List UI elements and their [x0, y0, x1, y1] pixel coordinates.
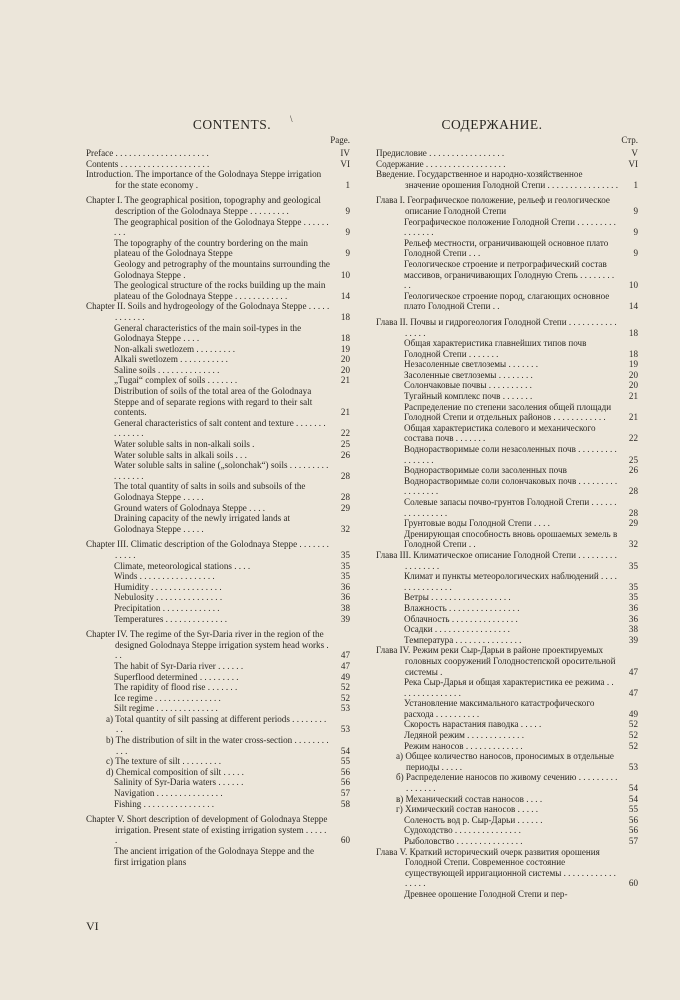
- toc-entry: [86, 238, 350, 259]
- toc-entry: [86, 561, 350, 572]
- toc-entry-title: The geological structure of the rocks building up the main plateau of the Golodnaya Steppe . . . . . . . . . . . .: [114, 280, 326, 301]
- toc-entry-title: Воднорастворимые соли засоленных почв: [404, 465, 567, 476]
- toc-entry: [86, 539, 350, 560]
- toc-entry-page: 35: [340, 560, 350, 571]
- toc-entry-title: a) Total quantity of silt passing at different periods . . . . . . . . . .: [106, 713, 327, 735]
- toc-entry-title: Chapter II. Soils and hydrogeology of the Golodnaya Steppe . . . . . . . . . . . .: [86, 301, 330, 322]
- toc-entry-title: Режим наносов . . . . . . . . . . . . .: [404, 740, 523, 751]
- toc-entry: [376, 370, 638, 381]
- toc-entry: [86, 148, 350, 159]
- toc-entry-page: 60: [628, 878, 638, 889]
- toc-entry-title: Chapter III. Climatic description of the Golodnaya Steppe . . . . . . . . . . . .: [86, 539, 329, 560]
- toc-entry-title: Тугайный комплекс почв . . . . . . .: [404, 391, 533, 402]
- toc-entry-page: 21: [628, 412, 638, 423]
- toc-entry-title: Общая характеристика солевого и механического состава почв . . . . . . .: [404, 422, 596, 444]
- toc-entry: [376, 645, 638, 677]
- toc-entry: [86, 603, 350, 614]
- toc-entry-page: 20: [628, 380, 638, 391]
- toc-entry-page: 29: [340, 502, 350, 513]
- russian-entries: [376, 148, 638, 900]
- toc-entry-page: 52: [628, 719, 638, 730]
- toc-entry-page: 39: [340, 613, 350, 624]
- toc-entry-page: 18: [628, 327, 638, 338]
- toc-entry-title: Судоходство . . . . . . . . . . . . . . .: [404, 825, 521, 836]
- toc-entry: [86, 767, 350, 778]
- toc-entry-title: Temperatures . . . . . . . . . . . . . .: [114, 613, 228, 624]
- toc-entry: [376, 169, 638, 190]
- toc-entry: [86, 614, 350, 625]
- toc-entry-title: Water soluble salts in saline („solonchak“) soils . . . . . . . . . . . . . . . .: [114, 460, 329, 481]
- toc-entry-page: 55: [340, 756, 350, 767]
- toc-entry-title: Общая характеристика главнейших типов почв Голодной Степи . . . . . . .: [404, 338, 587, 359]
- toc-entry-page: 22: [628, 433, 638, 444]
- toc-entry: [376, 624, 638, 635]
- toc-entry: [376, 847, 638, 889]
- toc-entry-page: 57: [628, 836, 638, 846]
- toc-entry-page: 53: [340, 724, 350, 735]
- toc-entry-title: а) Общее количество наносов, проносимых в отдельные периоды . . . . .: [396, 751, 614, 772]
- toc-entry-page: VI: [628, 158, 638, 169]
- toc-entry-page: 28: [340, 470, 350, 481]
- toc-entry-title: b) The distribution of silt in the water cross-section . . . . . . . . . . .: [106, 735, 329, 756]
- toc-entry-title: The topography of the country bordering on the main plateau of the Golodnaya Steppe: [114, 237, 308, 259]
- toc-entry-page: 53: [628, 761, 638, 772]
- toc-entry-page: 28: [628, 507, 638, 518]
- toc-entry-title: Fishing . . . . . . . . . . . . . . . .: [114, 798, 215, 809]
- toc-entry: [376, 529, 638, 550]
- toc-entry: [376, 730, 638, 741]
- toc-entry-page: 9: [633, 248, 638, 259]
- toc-entry-title: Климат и пункты метеорологических наблюдений . . . . . . . . . . . . . . .: [404, 571, 617, 592]
- toc-entry-page: 38: [628, 624, 638, 635]
- toc-entry-page: 19: [340, 343, 350, 354]
- toc-entry-title: Осадки . . . . . . . . . . . . . . . . .: [404, 624, 510, 635]
- toc-entry-page: 9: [345, 227, 350, 238]
- toc-entry: [376, 815, 638, 826]
- toc-entry-title: c) The texture of silt . . . . . . . . .: [106, 756, 221, 767]
- toc-entry-title: б) Распределение наносов по живому сечению . . . . . . . . . . . . . . . .: [396, 772, 618, 794]
- toc-entry-page: 56: [340, 766, 350, 777]
- toc-entry: [86, 846, 350, 867]
- toc-entry-page: 53: [340, 703, 350, 714]
- toc-entry-page: 14: [628, 301, 638, 312]
- toc-entry: [86, 481, 350, 502]
- toc-entry-title: Температура . . . . . . . . . . . . . . .: [404, 634, 522, 645]
- toc-entry: [376, 159, 638, 170]
- toc-entry-title: Влажность . . . . . . . . . . . . . . . .: [404, 602, 520, 613]
- toc-entry-page: 26: [340, 449, 350, 460]
- toc-entry-page: V: [631, 148, 638, 158]
- toc-entry: [86, 375, 350, 386]
- toc-entry-title: Navigation . . . . . . . . . . . . . . .: [114, 788, 223, 799]
- toc-entry-title: Геологическое строение пород, слагающих основное плато Голодной Степи . .: [404, 290, 610, 312]
- toc-entry: [86, 693, 350, 704]
- toc-entry-title: Предисловие . . . . . . . . . . . . . . . . .: [376, 148, 505, 158]
- toc-entry-title: Глава III. Климатическое описание Голодной Степи . . . . . . . . . . . . . . . . .: [376, 549, 617, 571]
- toc-entry: [86, 217, 350, 238]
- toc-entry-title: Глава II. Почвы и гидрогеология Голодной Степи . . . . . . . . . . . . . . . .: [376, 316, 617, 338]
- toc-entry-page: 35: [628, 592, 638, 603]
- page-column-header: Page.: [330, 135, 350, 145]
- toc-entry-page: 20: [340, 354, 350, 365]
- toc-entry-title: Река Сыр-Дарья и общая характеристика ее режима . . . . . . . . . . . . . . .: [404, 677, 614, 698]
- toc-entry-title: Water soluble salts in alkali soils . . .: [114, 449, 247, 460]
- toc-entry-page: 21: [628, 391, 638, 402]
- toc-entry: [86, 799, 350, 810]
- toc-entry: [86, 460, 350, 481]
- toc-entry-title: Precipitation . . . . . . . . . . . . .: [114, 602, 220, 613]
- toc-entry: [86, 703, 350, 714]
- toc-entry-title: Ground waters of Golodnaya Steppe . . . .: [114, 502, 266, 513]
- toc-entry-title: Water soluble salts in non-alkali soils .: [114, 439, 255, 450]
- toc-entry-title: Географическое положение Голодной Степи . . . . . . . . . . . . . . . .: [404, 216, 616, 238]
- toc-entry-page: 14: [340, 290, 350, 301]
- ink-mark: \: [290, 114, 293, 124]
- toc-entry-title: Ледяной режим . . . . . . . . . . . . .: [404, 730, 524, 741]
- toc-entry-title: Geology and petrography of the mountains surrounding the Golodnaya Steppe .: [114, 258, 330, 280]
- toc-entry-title: The geographical position of the Golodnaya Steppe . . . . . . . . .: [114, 216, 329, 238]
- toc-entry-title: Установление максимального катастрофического расхода . . . . . . . . . .: [404, 698, 595, 719]
- toc-entry: [376, 423, 638, 444]
- contents-title: CONTENTS.: [192, 117, 272, 132]
- toc-entry-page: 49: [340, 671, 350, 682]
- toc-entry: [376, 836, 638, 847]
- toc-entry-title: Глава I. Географическое положение, рельеф и геологическое описание Голодной Степи: [376, 195, 610, 216]
- toc-entry: [86, 365, 350, 376]
- toc-entry-title: Грунтовые воды Голодной Степи . . . .: [404, 518, 550, 529]
- toc-entry-title: Глава IV. Режим реки Сыр-Дарьи в районе проектируемых головных сооружений Голодностепской оросительной системы .: [376, 645, 616, 677]
- toc-entry-page: 56: [340, 777, 350, 788]
- toc-entry-title: Introduction. The importance of the Golodnaya Steppe irrigation for the state economy .: [86, 169, 322, 190]
- toc-entry-page: 19: [628, 359, 638, 370]
- toc-entry-page: 38: [340, 602, 350, 613]
- toc-entry: [376, 677, 638, 698]
- toc-entry-page: 54: [340, 745, 350, 756]
- toc-entry-page: 9: [345, 248, 350, 259]
- toc-entry: [86, 777, 350, 788]
- toc-entry-page: 21: [340, 407, 350, 418]
- toc-entry-page: 18: [628, 348, 638, 359]
- toc-entry-page: 9: [345, 205, 350, 216]
- toc-entry-page: 22: [340, 428, 350, 439]
- toc-entry-page: 47: [340, 650, 350, 661]
- toc-entry-page: 25: [340, 439, 350, 450]
- toc-entry-title: Глава V. Краткий исторический очерк развития орошения Голодной Степи. Современное состояние существующей ирригационной системы . . . . . . . . . . . . . . . . .: [376, 846, 616, 889]
- toc-entry-title: Солевые запасы почво-грунтов Голодной Степи . . . . . . . . . . . . . . . .: [404, 497, 617, 518]
- toc-entry-page: 55: [628, 804, 638, 815]
- toc-entry-page: 47: [628, 687, 638, 698]
- toc-entry: [376, 380, 638, 391]
- toc-entry: [86, 386, 350, 418]
- toc-entry-page: 10: [628, 280, 638, 291]
- toc-entry-title: Contents . . . . . . . . . . . . . . . . . . . .: [86, 158, 210, 169]
- toc-entry: [86, 169, 350, 190]
- toc-entry-page: 36: [628, 613, 638, 624]
- toc-entry: [376, 391, 638, 402]
- toc-entry-title: Chapter V. Short description of development of Golodnaya Steppe irrigation. Present state of existing irrigation system . . . . . .: [86, 814, 328, 846]
- toc-entry: [376, 614, 638, 625]
- toc-entry-page: 1: [633, 179, 638, 190]
- toc-entry-title: Salinity of Syr-Daria waters . . . . . .: [114, 777, 244, 788]
- toc-entry-page: 18: [340, 333, 350, 344]
- toc-entry-title: Дренирующая способность вновь орошаемых земель в Голодной Степи . .: [404, 528, 618, 550]
- toc-entry: [86, 672, 350, 683]
- toc-entry-page: 20: [340, 364, 350, 375]
- toc-entry-title: Скорость нарастания паводка . . . . .: [404, 719, 542, 730]
- toc-entry: [376, 217, 638, 238]
- toc-entry: [376, 741, 638, 752]
- toc-entry: [86, 354, 350, 365]
- toc-entry-page: 36: [628, 602, 638, 613]
- toc-entry: [376, 719, 638, 730]
- toc-entry: [86, 661, 350, 672]
- toc-entry: [376, 444, 638, 465]
- toc-entry-title: Незасоленные светлоземы . . . . . . .: [404, 359, 538, 370]
- toc-entry: [376, 259, 638, 291]
- contents-title-russian: СОДЕРЖАНИЕ.: [441, 117, 543, 132]
- toc-entry-page: 35: [340, 549, 350, 560]
- toc-entry: [86, 629, 350, 661]
- toc-entry-title: Содержание . . . . . . . . . . . . . . . . . .: [376, 158, 506, 169]
- toc-entry-title: The ancient irrigation of the Golodnaya Steppe and the first irrigation plans: [114, 846, 314, 867]
- toc-entry-title: General characteristics of the main soil-types in the Golodnaya Steppe . . . .: [114, 322, 302, 344]
- toc-entry-title: Chapter I. The geographical position, topography and geological description of the Golodnaya Steppe . . . . . . . . .: [86, 195, 321, 216]
- toc-entry: [376, 794, 638, 805]
- toc-entry-page: 32: [628, 539, 638, 550]
- toc-entry-title: Distribution of soils of the total area of the Golodnaya Steppe and of separate regions with regard to their salt contents.: [114, 386, 313, 418]
- toc-entry: [86, 513, 350, 534]
- toc-entry-title: Winds . . . . . . . . . . . . . . . . .: [114, 571, 215, 582]
- toc-entry: [376, 291, 638, 312]
- toc-entry-page: 52: [340, 692, 350, 703]
- toc-entry-title: d) Chemical composition of silt . . . . .: [106, 766, 244, 777]
- toc-entry-title: The total quantity of salts in soils and subsoils of the Golodnaya Steppe . . . . .: [114, 481, 306, 502]
- toc-entry: [376, 195, 638, 216]
- toc-entry-page: 58: [340, 798, 350, 809]
- toc-entry-page: 47: [340, 660, 350, 671]
- toc-entry-page: 52: [628, 740, 638, 751]
- toc-entry-title: Silt regime . . . . . . . . . . . . . .: [114, 703, 218, 714]
- toc-entry-page: 29: [628, 518, 638, 529]
- toc-entry: [86, 788, 350, 799]
- toc-entry-title: Humidity . . . . . . . . . . . . . . . .: [114, 581, 222, 592]
- toc-entry-title: Chapter IV. The regime of the Syr-Daria river in the region of the designed Golodnaya Steppe irrigation system head works . . .: [86, 629, 329, 661]
- toc-entry-page: 49: [628, 708, 638, 719]
- toc-entry-title: Распределение по степени засоления общей площади Голодной Степи и отдельных районов . . . . . . . . . . . .: [404, 401, 612, 423]
- toc-entry: [86, 592, 350, 603]
- toc-entry: [86, 195, 350, 216]
- toc-entry: [376, 497, 638, 518]
- toc-entry-title: Соленость вод р. Сыр-Дарьи . . . . . .: [404, 814, 543, 825]
- toc-entry: [376, 359, 638, 370]
- toc-entry-page: 52: [340, 682, 350, 693]
- toc-entry: [376, 238, 638, 259]
- toc-entry-title: в) Механический состав наносов . . . .: [396, 793, 543, 804]
- toc-entry: [86, 323, 350, 344]
- toc-entry-page: 9: [633, 205, 638, 216]
- toc-entry-title: Nebulosity . . . . . . . . . . . . . . .: [114, 592, 223, 603]
- page-column-header-russian: Стр.: [621, 135, 638, 145]
- toc-entry-title: Рельеф местности, ограничивающей основное плато Голодной Степи . . .: [404, 237, 609, 259]
- toc-entry-page: 10: [340, 269, 350, 280]
- toc-entry-title: Superflood determined . . . . . . . . .: [114, 671, 239, 682]
- toc-entry-page: 60: [340, 835, 350, 846]
- toc-entry-page: VI: [340, 158, 350, 169]
- toc-entry: [376, 592, 638, 603]
- toc-entry: [376, 889, 638, 900]
- toc-entry: [376, 804, 638, 815]
- toc-entry-page: 47: [628, 666, 638, 677]
- toc-entry-title: Геологическое строение и петрографический состав массивов, ограничивающих Голодную Степь . . . . . . . . . .: [404, 258, 615, 291]
- contents-column-russian: [376, 116, 638, 900]
- toc-entry: [376, 635, 638, 646]
- page-number: VI: [86, 919, 99, 933]
- toc-entry: [376, 148, 638, 159]
- toc-entry-title: „Tugai“ complex of soils . . . . . . .: [114, 375, 238, 386]
- toc-entry: [86, 439, 350, 450]
- toc-entry-title: The habit of Syr-Daria river . . . . . .: [114, 660, 244, 671]
- toc-entry-title: The rapidity of flood rise . . . . . . .: [114, 682, 238, 693]
- toc-entry: [86, 756, 350, 767]
- toc-entry: [86, 714, 350, 735]
- toc-entry-title: Введение. Государственное и народно-хозяйственное значение орошения Голодной Степи . . . . . . . . . . . . . . . .: [376, 169, 618, 190]
- toc-entry: [86, 259, 350, 280]
- toc-entry: [376, 550, 638, 571]
- toc-entry-title: Воднорастворимые соли незасоленных почв . . . . . . . . . . . . . . . .: [404, 444, 617, 465]
- toc-entry-page: 36: [340, 592, 350, 603]
- toc-entry-title: Солончаковые почвы . . . . . . . . . .: [404, 380, 532, 391]
- toc-entry-title: Ice regime . . . . . . . . . . . . . . .: [114, 692, 221, 703]
- toc-entry: [86, 503, 350, 514]
- toc-entry-title: Draining capacity of the newly irrigated lands at Golodnaya Steppe . . . . .: [114, 513, 291, 534]
- toc-entry: [376, 317, 638, 338]
- toc-entry-page: 36: [340, 581, 350, 592]
- toc-entry-page: 35: [340, 571, 350, 582]
- toc-entry-page: 21: [340, 375, 350, 386]
- toc-entry-page: 35: [628, 560, 638, 571]
- toc-entry: [376, 476, 638, 497]
- toc-entry-page: 28: [340, 492, 350, 502]
- toc-entry: [86, 735, 350, 756]
- toc-entry-page: 1: [345, 179, 350, 190]
- contents-column-english: [86, 116, 350, 867]
- toc-entry-page: 54: [628, 783, 638, 794]
- toc-entry: [376, 751, 638, 772]
- toc-entry: [86, 301, 350, 322]
- toc-entry: [86, 582, 350, 593]
- toc-entry-page: 39: [628, 634, 638, 645]
- toc-entry: [376, 698, 638, 719]
- english-entries: [86, 148, 350, 867]
- toc-entry-page: 54: [628, 793, 638, 804]
- toc-entry-page: 35: [628, 581, 638, 592]
- toc-entry: [376, 825, 638, 836]
- toc-entry-page: 25: [628, 454, 638, 465]
- toc-entry: [376, 603, 638, 614]
- toc-entry: [376, 338, 638, 359]
- toc-entry-title: Alkali swetlozem . . . . . . . . . . .: [114, 354, 228, 365]
- toc-entry-page: 28: [628, 486, 638, 497]
- toc-entry-page: 9: [633, 227, 638, 238]
- toc-entry: [86, 280, 350, 301]
- toc-entry: [86, 159, 350, 170]
- toc-entry: [86, 450, 350, 461]
- toc-entry-page: 57: [340, 788, 350, 799]
- toc-entry: [376, 402, 638, 423]
- toc-entry-page: 18: [340, 311, 350, 322]
- toc-entry-title: Засоленные светлоземы . . . . . . . .: [404, 369, 533, 380]
- toc-entry-title: Non-alkali swetlozem . . . . . . . . .: [114, 343, 235, 354]
- toc-entry: [376, 465, 638, 476]
- toc-entry-page: 26: [628, 465, 638, 476]
- toc-entry-title: Древнее орошение Голодной Степи и пер-: [404, 888, 568, 899]
- toc-entry: [376, 772, 638, 793]
- toc-entry-title: г) Химический состав наносов . . . . .: [396, 804, 539, 815]
- toc-entry-title: Облачность . . . . . . . . . . . . . . .: [404, 613, 518, 624]
- toc-entry: [86, 344, 350, 355]
- toc-entry: [86, 418, 350, 439]
- toc-entry: [86, 682, 350, 693]
- toc-entry-page: 56: [628, 814, 638, 825]
- toc-entry-title: Рыболовство . . . . . . . . . . . . . . .: [404, 836, 523, 846]
- toc-entry-page: 20: [628, 369, 638, 380]
- toc-entry-page: 52: [628, 730, 638, 741]
- toc-entry: [86, 571, 350, 582]
- toc-entry-title: Воднорастворимые соли солончаковых почв . . . . . . . . . . . . . . . . .: [404, 475, 618, 497]
- toc-entry-page: 32: [340, 523, 350, 534]
- toc-entry: [376, 571, 638, 592]
- toc-entry-page: IV: [340, 148, 350, 158]
- toc-entry-title: Preface . . . . . . . . . . . . . . . . . . . . .: [86, 148, 209, 158]
- toc-entry-title: Saline soils . . . . . . . . . . . . . .: [114, 364, 220, 375]
- toc-entry-title: Ветры . . . . . . . . . . . . . . . . . .: [404, 592, 511, 603]
- toc-entry-title: Climate, meteorological stations . . . .: [114, 560, 251, 571]
- toc-entry-page: 56: [628, 825, 638, 836]
- toc-entry: [376, 518, 638, 529]
- toc-entry-title: General characteristics of salt content and texture . . . . . . . . . . . . . .: [114, 417, 326, 439]
- toc-entry: [86, 814, 350, 846]
